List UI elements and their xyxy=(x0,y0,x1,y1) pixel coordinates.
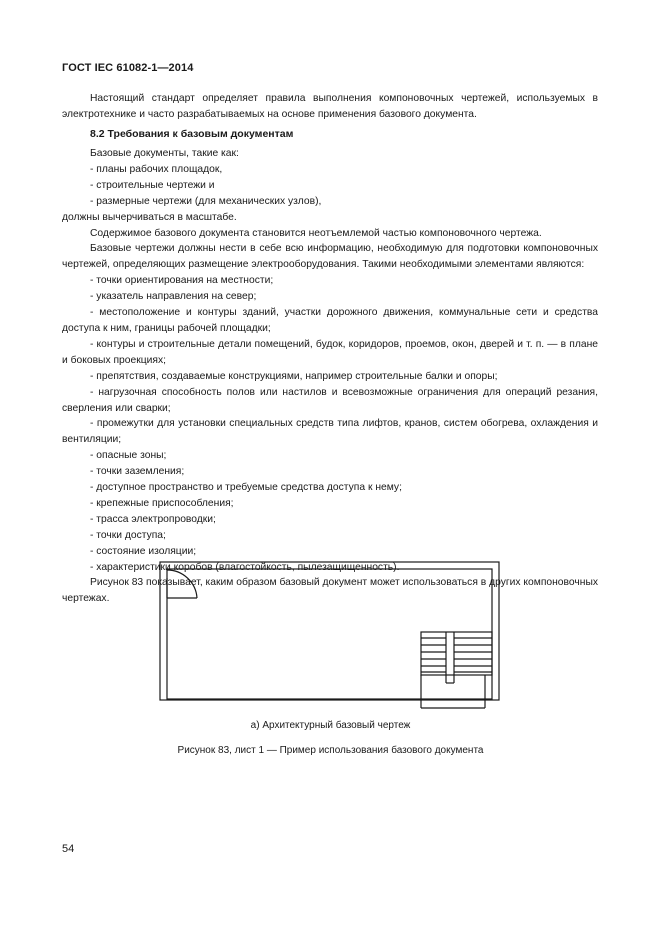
list-item: - опасные зоны; xyxy=(90,450,167,462)
base-docs-intro: Базовые документы, такие как: xyxy=(90,148,239,159)
list-item: - крепежные приспособления; xyxy=(90,497,234,509)
floor-plan-drawing xyxy=(159,561,500,711)
list-item: - планы рабочих площадок, xyxy=(90,163,223,175)
list-item: - доступное пространство и требуемые средства доступа к нему; xyxy=(90,482,402,494)
list-item: - местоположение и контуры зданий, участки дорожного движения, коммунальные сети и средства доступа к ним, границы рабочей площадки; xyxy=(62,307,598,334)
inner-wall xyxy=(167,569,492,699)
section-title: 8.2 Требования к базовым документам xyxy=(90,128,294,140)
intro-block xyxy=(62,91,598,123)
list-item: - промежутки для установки специальных средств типа лифтов, кранов, систем обогрева, охлаждения и вентиляции; xyxy=(62,418,598,446)
list-item: - указатель направления на север; xyxy=(90,291,257,303)
door-swing-arc xyxy=(167,570,197,598)
architectural-drawing xyxy=(159,561,500,711)
figure-caption: Рисунок 83, лист 1 — Пример использования базового документа xyxy=(177,745,484,756)
requirements-paragraph: Базовые чертежи должны нести в себе всю информацию, необходимую для подготовки компоновочных чертежей, определяющих размещение электрооборудования. Такими необходимыми элементами являются: xyxy=(62,243,598,271)
content-paragraph: Содержимое базового документа становится неотъемлемой частью компоновочного чертежа. xyxy=(90,227,542,239)
list-item: - препятствия, создаваемые конструкциями, например строительные балки и опоры; xyxy=(90,370,498,382)
outer-wall xyxy=(160,562,499,700)
list-item: - точки заземления; xyxy=(90,466,185,478)
list-item: - размерные чертежи (для механических узлов), xyxy=(90,195,322,207)
list-item: - состояние изоляции; xyxy=(90,545,197,557)
list-item: - контуры и строительные детали помещений, будок, коридоров, проемов, окон, дверей и т. п. — в плане и боковых проекциях; xyxy=(62,338,598,366)
list-item: - строительные чертежи и xyxy=(90,179,215,191)
figure-subcaption: а) Архитектурный базовый чертеж xyxy=(250,720,411,731)
list-item: - характеристики коробов (влагостойкость, пылезащищенность). xyxy=(90,561,400,573)
list-item: - точки доступа; xyxy=(90,529,166,541)
page-number: 54 xyxy=(62,843,75,855)
body-text xyxy=(62,146,598,607)
list-item: - точки ориентирования на местности; xyxy=(90,275,274,287)
intro-paragraph: Настоящий стандарт определяет правила выполнения компоновочных чертежей, используемых в электротехнике и часто разрабатываемых на основе применения базового документа. xyxy=(62,93,598,120)
figure-reference-paragraph: Рисунок 83 показывает, каким образом базовый документ может использоваться в других компоновочных чертежах. xyxy=(62,577,598,605)
list-item: - трасса электропроводки; xyxy=(90,513,216,525)
base-docs-tail: должны вычерчиваться в масштабе. xyxy=(62,211,237,223)
document-header: ГОСТ IEC 61082-1—2014 xyxy=(62,62,194,74)
list-item: - нагрузочная способность полов или настилов и всевозможные ограничения для операций резания, сверления или сварки; xyxy=(62,386,598,414)
